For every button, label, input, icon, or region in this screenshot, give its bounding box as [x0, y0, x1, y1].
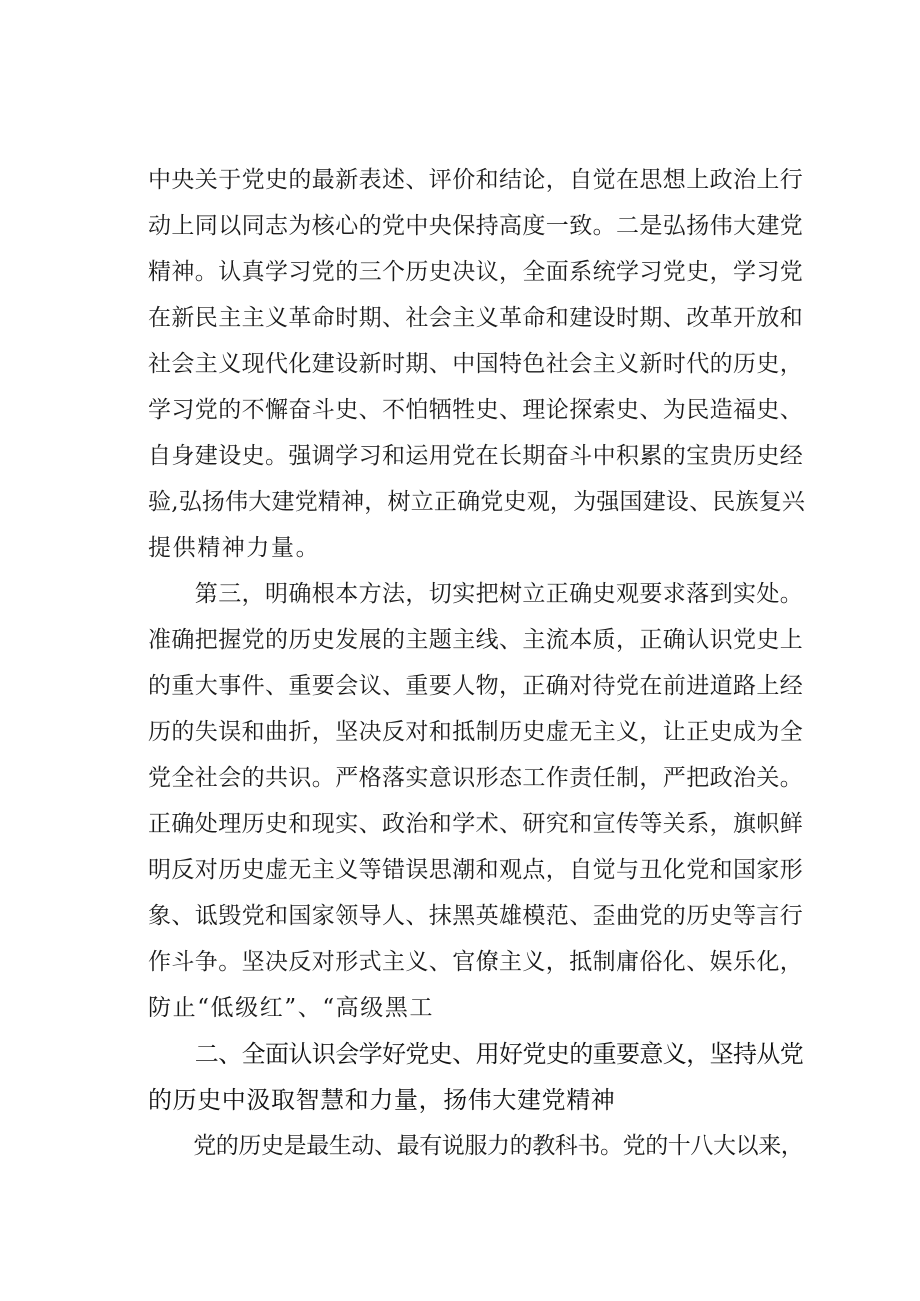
body-text-line: 自身建设史。强调学习和运用党在长期奋斗中积累的宝贵历史经: [148, 443, 804, 469]
body-text-line: 象、诋毁党和国家领导人、抹黑英雄模范、歪曲党的历史等言行: [148, 903, 804, 929]
body-text-line: 正确处理历史和现实、政治和学术、研究和宣传等关系，旗帜鲜: [148, 811, 804, 837]
body-text-line: 党的历史是最生动、最有说服力的教科书。党的十八大以来，: [148, 1133, 804, 1159]
body-text-line: 的重大事件、重要会议、重要人物，正确对待党在前进道路上经: [148, 673, 804, 699]
body-text-line: 作斗争。坚决反对形式主义、官僚主义，抵制庸俗化、娱乐化，: [148, 949, 804, 975]
body-text-line: 学习党的不懈奋斗史、不怕牺牲史、理论探索史、为民造福史、: [148, 397, 804, 423]
body-text-line: 历的失误和曲折，坚决反对和抵制历史虚无主义，让正史成为全: [148, 719, 804, 745]
body-text-line: 社会主义现代化建设新时期、中国特色社会主义新时代的历史，: [148, 351, 804, 377]
body-text-line: 在新民主主义革命时期、社会主义革命和建设时期、改革开放和: [148, 305, 804, 331]
section-heading-line: 的历史中汲取智慧和力量，扬伟大建党精神: [148, 1086, 616, 1114]
body-text-line: 党全社会的共识。严格落实意识形态工作责任制，严把政治关。: [148, 765, 804, 791]
body-text-line: 提供精神力量。: [148, 535, 321, 561]
body-text-line: 防止“低级红”、“高级黑工: [148, 995, 435, 1021]
body-text-line: 精神。认真学习党的三个历史决议，全面系统学习党史，学习党: [148, 259, 804, 285]
body-text-line: 明反对历史虚无主义等错误思潮和观点，自觉与丑化党和国家形: [148, 857, 804, 883]
body-text-line: 准确把握党的历史发展的主题主线、主流本质，正确认识党史上: [148, 627, 804, 653]
body-text-line: 验,弘扬伟大建党精神，树立正确党史观，为强国建设、民族复兴: [148, 489, 806, 515]
body-text-line: 中央关于党史的最新表述、评价和结论，自觉在思想上政治上行: [148, 167, 804, 193]
body-text-line: 第三，明确根本方法，切实把树立正确史观要求落到实处。: [148, 581, 804, 607]
body-text-line: 动上同以同志为核心的党中央保持高度一致。二是弘扬伟大建党: [148, 213, 804, 239]
section-heading-line: 二、全面认识会学好党史、用好党史的重要意义，坚持从党: [148, 1040, 804, 1068]
